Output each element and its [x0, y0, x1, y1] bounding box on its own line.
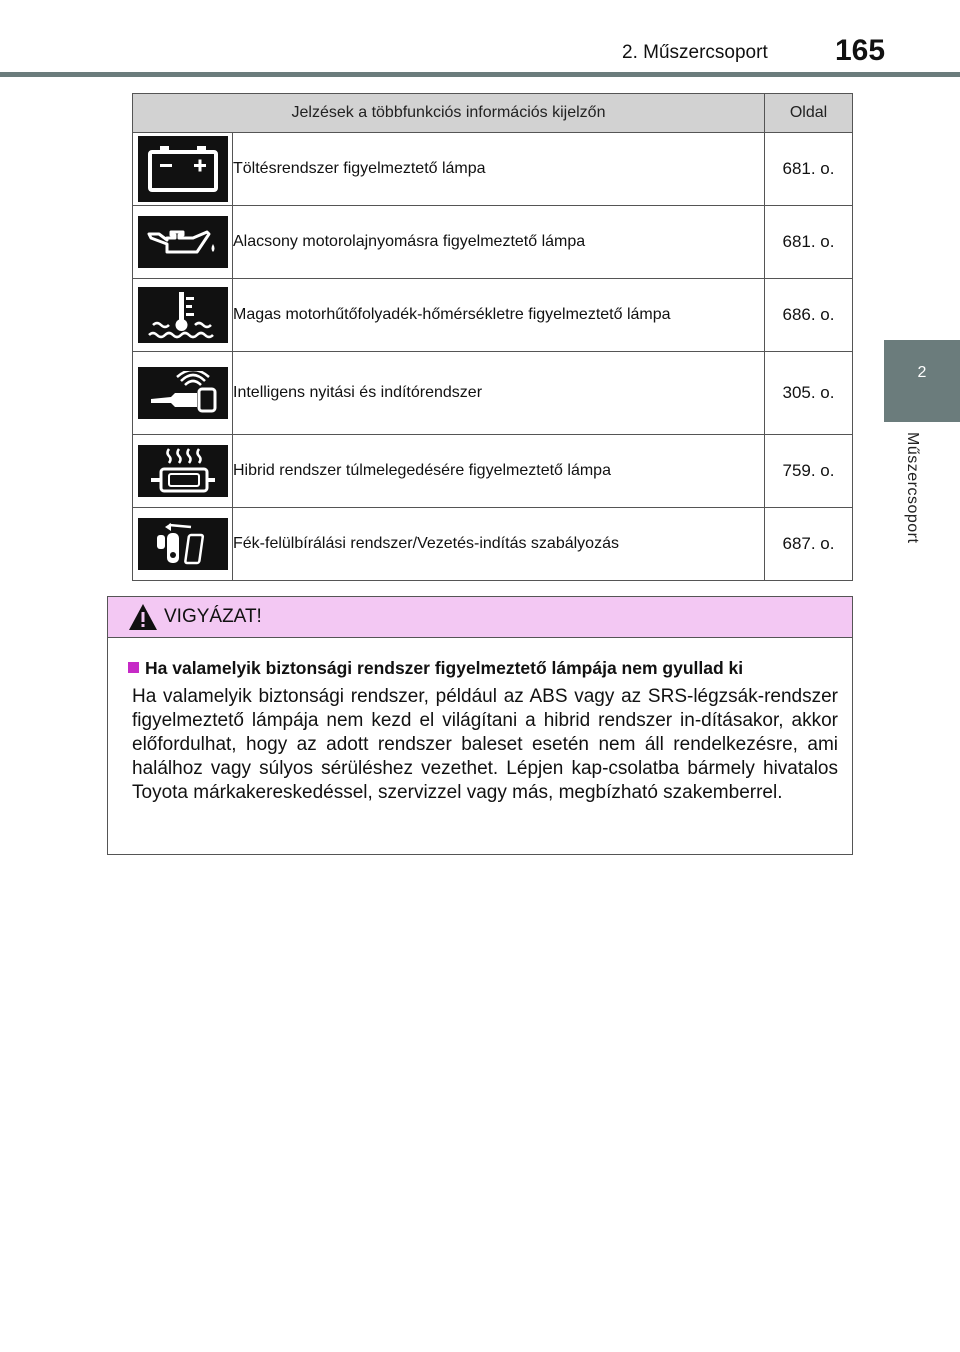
- brake-override-icon: [138, 518, 228, 570]
- caution-title: VIGYÁZAT!: [164, 606, 262, 627]
- table-row: [133, 133, 853, 206]
- caution-body: Ha valamelyik biztonsági rendszer, például az ABS vagy az SRS-légzsák-rendszer figyelmeztető lámpája nem kezd el világítani a hibrid rendszer in-dításakor, akkor előfordulhat, hogy az adott rendszer baleset esetén nem áll rendelkezésre, ami halálhoz vagy súlyos sérüléshez vezethet. Lépjen kap-csolatba bármely hivatalos Toyota márkakereskedéssel, szervizzel vagy más, megbízható szakemberrel.: [132, 686, 838, 803]
- row-page: 681. o.: [765, 206, 853, 279]
- row-page: 681. o.: [765, 133, 853, 206]
- row-page: 759. o.: [765, 435, 853, 508]
- caution-box: [107, 596, 853, 855]
- row-page: 687. o.: [765, 508, 853, 581]
- row-page: 305. o.: [765, 352, 853, 435]
- row-description: Alacsony motorolajnyomásra figyelmeztető lámpa: [233, 206, 765, 279]
- oil-can-icon: [138, 216, 228, 268]
- warning-triangle-icon: [128, 603, 158, 636]
- section-title: 2. Műszercsoport: [622, 42, 768, 63]
- row-description: Töltésrendszer figyelmeztető lámpa: [233, 133, 765, 206]
- caution-heading: [128, 658, 743, 679]
- row-description: Fék-felülbírálási rendszer/Vezetés-indítás szabályozás: [233, 508, 765, 581]
- caution-header: [108, 597, 852, 638]
- bullet-square-icon: [128, 662, 139, 673]
- row-page: 686. o.: [765, 279, 853, 352]
- hybrid-overheat-icon: [138, 445, 228, 497]
- table-row: [133, 508, 853, 581]
- table-row: [133, 206, 853, 279]
- table-row: [133, 279, 853, 352]
- row-description: Magas motorhűtőfolyadék-hőmérsékletre figyelmeztető lámpa: [233, 279, 765, 352]
- warning-lamps-table: [132, 93, 853, 581]
- header-rule: [0, 72, 960, 77]
- chapter-number: 2: [917, 364, 927, 381]
- chapter-label: Műszercsoport: [904, 432, 921, 544]
- smart-key-icon: [138, 367, 228, 419]
- row-description: Intelligens nyitási és indítórendszer: [233, 352, 765, 435]
- table-row: [133, 435, 853, 508]
- caution-heading-text: Ha valamelyik biztonsági rendszer figyelmeztető lámpája nem gyullad ki: [145, 658, 744, 678]
- battery-icon: [138, 136, 228, 202]
- table-header-row: [133, 94, 853, 133]
- table-row: [133, 352, 853, 435]
- row-description: Hibrid rendszer túlmelegedésére figyelmeztető lámpa: [233, 435, 765, 508]
- chapter-tab: [884, 340, 960, 422]
- coolant-temperature-icon: [138, 287, 228, 343]
- header-page: Oldal: [765, 94, 853, 133]
- header-description: Jelzések a többfunkciós információs kijelzőn: [133, 94, 765, 133]
- page-number: 165: [835, 34, 886, 67]
